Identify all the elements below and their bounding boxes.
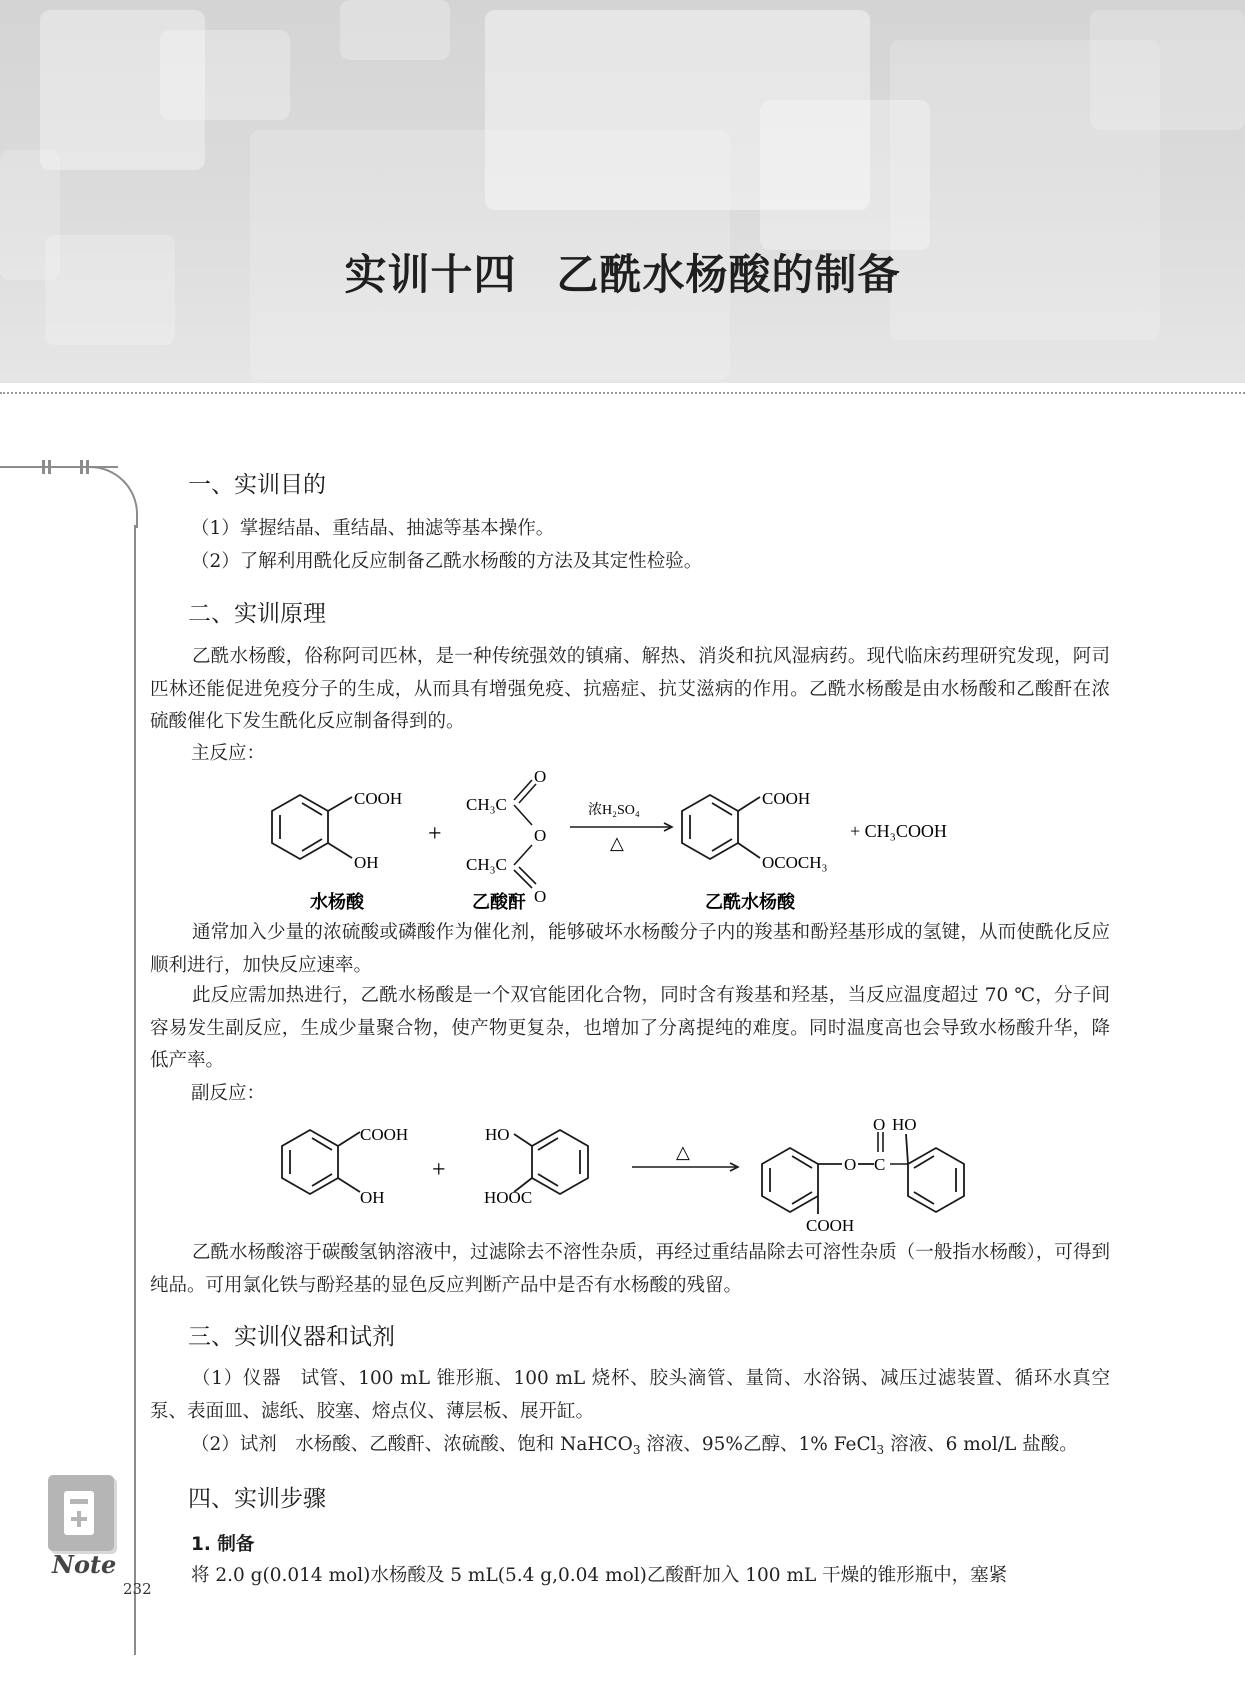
reaction-arrow: [570, 823, 672, 831]
margin-vertical-rule: [134, 525, 136, 1655]
margin-tick: [80, 460, 83, 474]
anhydride-carbonyl-o-top: O: [534, 770, 547, 786]
principle-paragraph-3: 此反应需加热进行，乙酰水杨酸是一个双官能团化合物，同时含有羧基和羟基，当反应温度超过 70 ℃，分子间容易发生副反应，生成少量聚合物，使产物更复杂，也增加了分离提纯的难度。同时温度高也会导致水杨酸升华，降低产率。: [150, 985, 1110, 1071]
anhydride-bridge-o: O: [534, 826, 547, 845]
margin-tick: [42, 460, 45, 474]
objective-item-1: （1）掌握结晶、重结晶、抽滤等基本操作。: [191, 518, 555, 539]
anhydride-bonds: [514, 780, 536, 888]
equipment-item-instruments: （1）仪器 试管、100 mL 锥形瓶、100 mL 烧杯、胶头滴管、量筒、水浴锅、减压过滤装置、循环水真空泵、表面皿、滤纸、胶塞、熔点仪、薄层板、展开缸。: [150, 1368, 1110, 1422]
title-experiment-name: 乙酰水杨酸的制备: [556, 250, 901, 299]
anhydride-top-label: CH₃C: [466, 795, 507, 814]
reactant2-hooc-label: HOOC: [484, 1188, 533, 1207]
principle-paragraph-1: 乙酰水杨酸，俗称阿司匹林，是一种传统强效的镇痛、解热、消炎和抗风湿病药。现代临床药理研究发现，阿司匹林还能促进免疫分子的生成，从而具有增强免疫、抗癌症、抗艾滋病的作用。乙酰水杨酸是由水杨酸和乙酸酐在浓硫酸催化下发生酰化反应制备得到的。: [150, 646, 1110, 732]
side-reaction-diagram: [280, 1110, 1000, 1235]
benzene-ring-salicylic-acid: [272, 795, 352, 859]
margin-tick: [48, 460, 51, 474]
section-heading-objectives: 一、实训目的: [188, 472, 326, 498]
principle-paragraph-2: 通常加入少量的浓硫酸或磷酸作为催化剂，能够破坏水杨酸分子内的羧基和酚羟基形成的氢键，从而使酰化反应顺利进行，加快反应速率。: [150, 922, 1110, 976]
title-experiment-number: 实训十四: [344, 250, 517, 299]
objective-item-2: （2）了解利用酰化反应制备乙酰水杨酸的方法及其定性检验。: [191, 551, 703, 572]
reaction-arrow: [632, 1163, 738, 1171]
heat-condition: △: [676, 1142, 690, 1162]
benzene-ring-reactant-1: [282, 1130, 360, 1194]
plus-sign: +: [428, 821, 442, 847]
name-salicylic-acid: 水杨酸: [310, 892, 364, 913]
banner-decor-square: [340, 0, 450, 60]
product-cooh-label: COOH: [806, 1216, 855, 1235]
aspirin-ester-label: OCOCH₃: [762, 853, 828, 872]
salicylic-oh-label: OH: [354, 853, 379, 872]
ester-carbon-c: C: [874, 1155, 886, 1174]
page-number: 232: [123, 1580, 152, 1598]
ester-bridge-o: O: [844, 1155, 857, 1174]
catalyst-condition: 浓H₂SO₄: [588, 803, 640, 818]
section-heading-equipment: 三、实训仪器和试剂: [188, 1324, 395, 1350]
section-heading-procedure: 四、实训步骤: [188, 1486, 326, 1512]
banner-decor-square: [160, 30, 290, 120]
page-title: [0, 242, 1245, 302]
equipment-item-reagents: [191, 1429, 1078, 1466]
header-banner: [0, 0, 1245, 383]
procedure-paragraph-1: 将 2.0 g(0.014 mol)水杨酸及 5 mL(5.4 g,0.04 mol)乙酸酐加入 100 mL 干燥的锥形瓶中，塞紧: [191, 1565, 1008, 1586]
reactant1-oh-label: OH: [360, 1188, 385, 1207]
anhydride-carbonyl-o-bottom: O: [534, 887, 547, 906]
benzene-ring-product-left: [762, 1148, 874, 1214]
header-divider: [0, 392, 1245, 394]
byproduct-acetic-acid: + CH₃COOH: [850, 821, 947, 841]
reagents-text-c: 溶液、6 mol/L 盐酸。: [884, 1434, 1078, 1455]
carbonyl-o-label: O: [873, 1115, 886, 1134]
plus-icon: [71, 1511, 87, 1527]
benzene-ring-product-right: [906, 1134, 964, 1212]
principle-paragraph-4: 乙酰水杨酸溶于碳酸氢钠溶液中，过滤除去不溶性杂质，再经过重结晶除去可溶性杂质（一般指水杨酸），可得到纯品。可用氯化铁与酚羟基的显色反应判断产品中是否有水杨酸的残留。: [150, 1242, 1110, 1296]
main-reaction-diagram: [270, 770, 1000, 920]
product-ho-label: HO: [892, 1115, 917, 1134]
name-acetylsalicylic-acid: 乙酰水杨酸: [705, 892, 795, 913]
subheading-preparation: 1. 制备: [191, 1534, 255, 1555]
section-heading-principle: 二、实训原理: [188, 601, 326, 627]
name-acetic-anhydride: 乙酸酐: [472, 892, 526, 913]
document-icon: [64, 1491, 94, 1535]
anhydride-bottom-label: CH₃C: [466, 855, 507, 874]
note-label: Note: [52, 1550, 117, 1579]
reactant2-ho-label: HO: [485, 1125, 510, 1144]
benzene-ring-aspirin: [682, 795, 760, 859]
benzene-ring-reactant-2: [514, 1130, 588, 1194]
margin-curve: [86, 466, 138, 528]
aspirin-cooh-label: COOH: [762, 789, 811, 808]
reagents-text-b: 溶液、95%乙醇、1% FeCl: [640, 1434, 877, 1455]
side-reaction-label: 副反应：: [191, 1083, 266, 1104]
heat-condition: △: [610, 833, 624, 853]
reagents-subscript: 3: [632, 1443, 641, 1457]
salicylic-cooh-label: COOH: [354, 789, 403, 808]
note-icon: [48, 1475, 114, 1551]
reactant1-cooh-label: COOH: [360, 1125, 409, 1144]
reagents-text-a: （2）试剂 水杨酸、乙酸酐、浓硫酸、饱和 NaHCO: [191, 1434, 633, 1455]
plus-sign: +: [432, 1157, 446, 1183]
reagents-subscript: 3: [876, 1443, 885, 1457]
banner-decor-square: [1090, 10, 1245, 130]
main-reaction-label: 主反应：: [191, 743, 266, 764]
